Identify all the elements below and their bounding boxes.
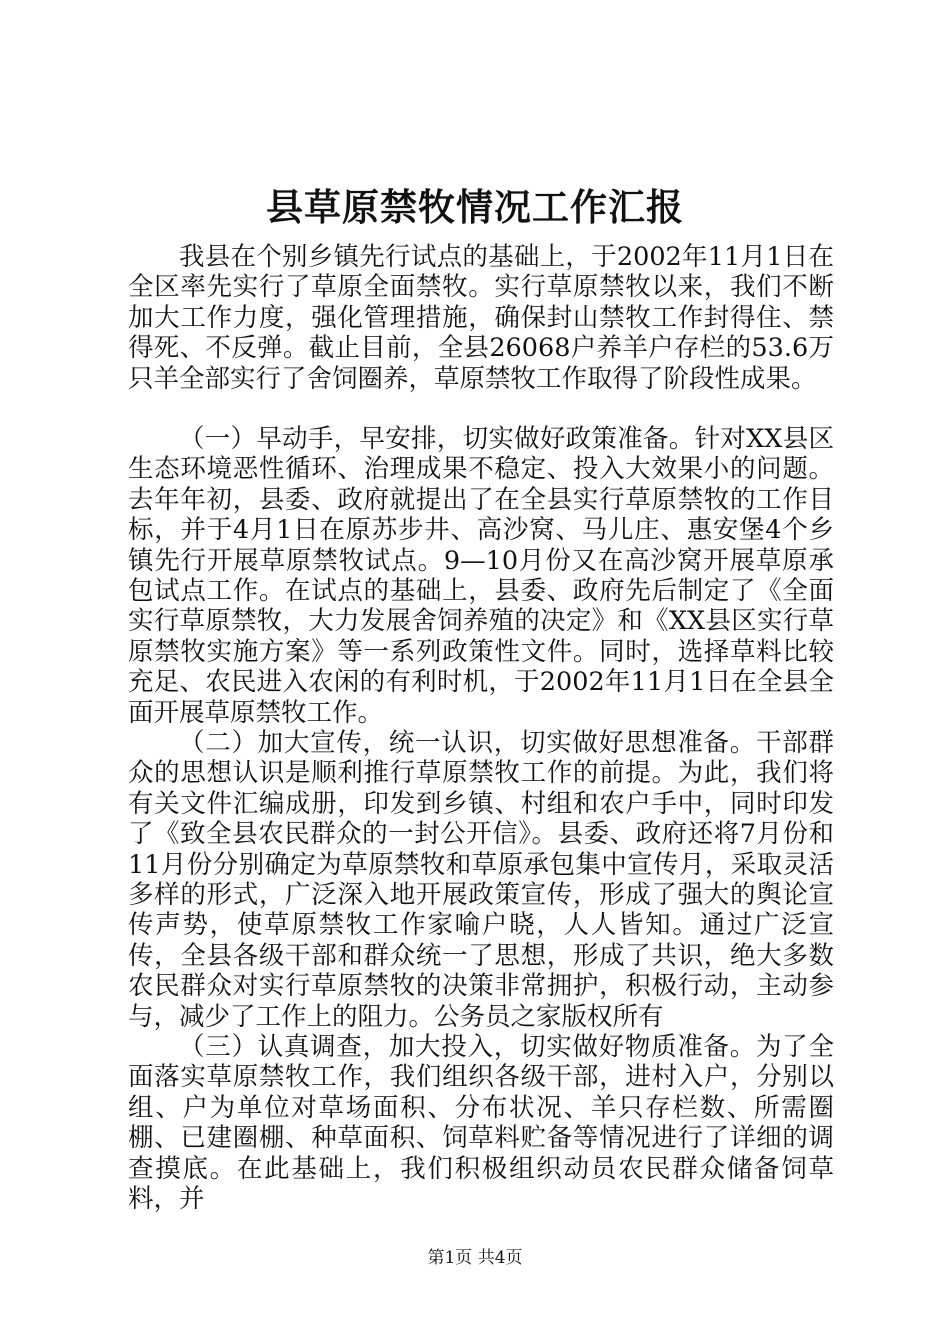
document-title: 县草原禁牧情况工作汇报 <box>266 185 684 229</box>
paragraph-policy-preparation: （一）早动手，早安排，切实做好政策准备。针对XX县区生态环境恶性循环、治理成果不稳定、投入大效果小的问题。去年年初，县委、政府就提出了在全县实行草原禁牧的工作目标，并于4月1日在原苏步井、高沙窝、马儿庄、惠安堡4个乡镇先行开展草原禁牧试点。9—10月份又在高沙窝开展草原承包试点工作。在试点的基础上，县委、政府先后制定了《全面实行草原禁牧，大力发展舍饲养殖的决定》和《XX县区实行草原禁牧实施方案》等一系列政策性文件。同时，选择草料比较充足、农民进入农闲的有利时机，于2002年11月1日在全县全面开展草原禁牧工作。 <box>128 424 834 728</box>
paragraph-material-preparation: （三）认真调查，加大投入，切实做好物质准备。为了全面落实草原禁牧工作，我们组织各级干部，进村入户，分别以组、户为单位对草场面积、分布状况、羊只存栏数、所需圈棚、已建圈棚、种草面积、饲草料贮备等情况进行了详细的调查摸底。在此基础上，我们积极组织动员农民群众储备饲草料，并 <box>128 1032 834 1215</box>
paragraph-intro: 我县在个别乡镇先行试点的基础上，于2002年11月1日在全区率先实行了草原全面禁牧。实行草原禁牧以来，我们不断加大工作力度，强化管理措施，确保封山禁牧工作封得住、禁得死、不反弹。截止目前，全县26068户养羊户存栏的53.6万只羊全部实行了舍饲圈养，草原禁牧工作取得了阶段性成果。 <box>128 242 834 394</box>
page-number-footer: 第1页 共4页 <box>427 1248 523 1268</box>
paragraph-ideological-preparation: （二）加大宣传，统一认识，切实做好思想准备。干部群众的思想认识是顺利推行草原禁牧工作的前提。为此，我们将有关文件汇编成册，印发到乡镇、村组和农户手中，同时印发了《致全县农民群众的一封公开信》。县委、政府还将7月份和11月份分别确定为草原禁牧和草原承包集中宣传月，采取灵活多样的形式，广泛深入地开展政策宣传，形成了强大的舆论宣传声势，使草原禁牧工作家喻户晓，人人皆知。通过广泛宣传，全县各级干部和群众统一了思想，形成了共识，绝大多数农民群众对实行草原禁牧的决策非常拥护，积极行动，主动参与，减少了工作上的阻力。公务员之家版权所有 <box>128 728 834 1032</box>
